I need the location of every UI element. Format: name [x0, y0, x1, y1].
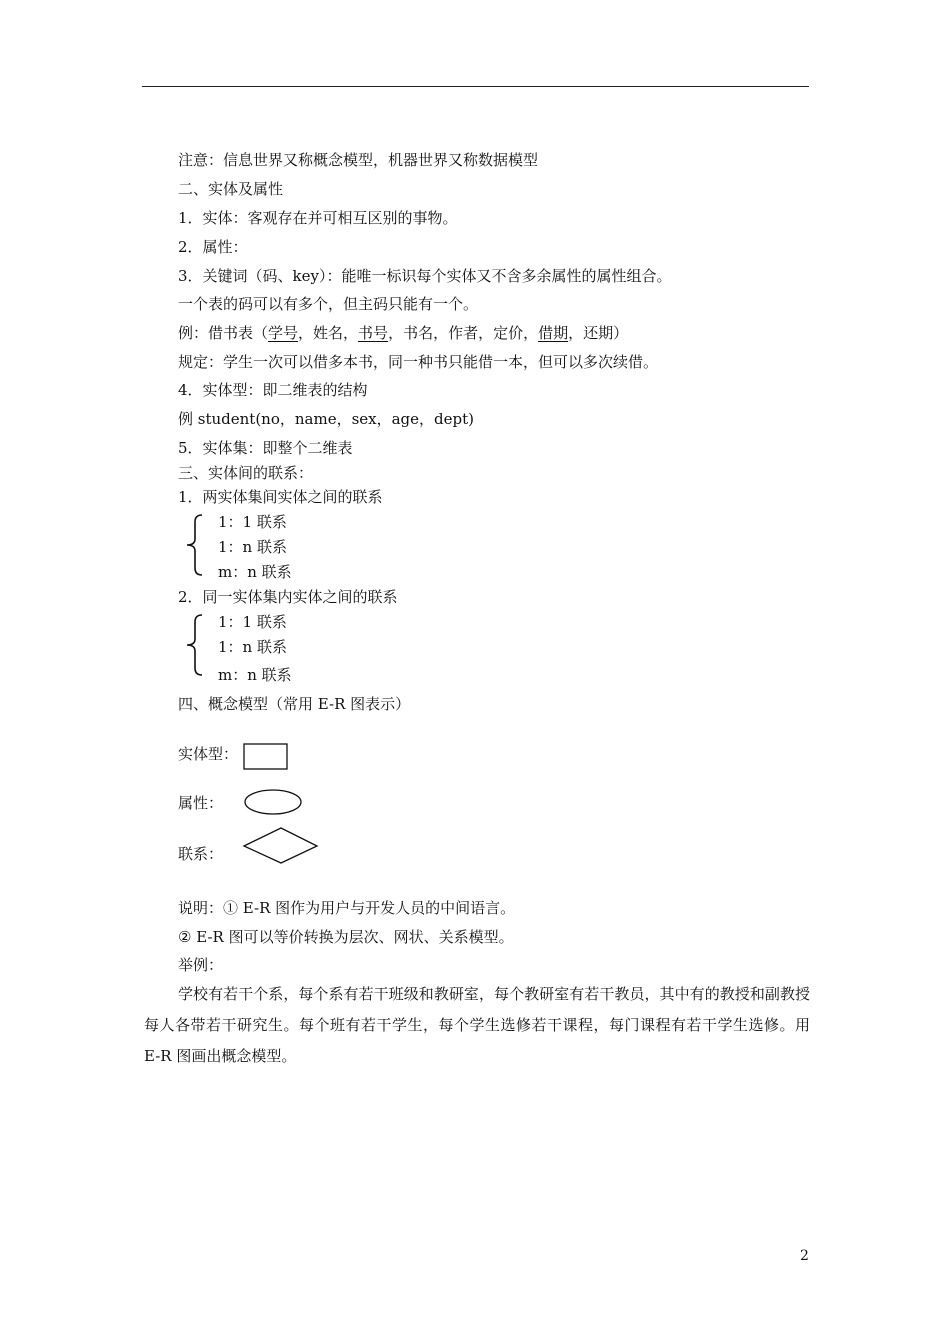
key-definition: 3．关键词（码、key）：能唯一标识每个实体又不含多余属性的属性组合。 — [178, 267, 672, 285]
example-borrow-table — [178, 323, 628, 343]
header-rule — [142, 86, 809, 87]
diamond-icon — [242, 826, 320, 866]
legend-entity-label: 实体型： — [178, 745, 239, 763]
relation-one-to-one: 1：1 联系 — [218, 513, 287, 531]
primary-key-field: 学号 — [268, 324, 299, 342]
key-note: 一个表的码可以有多个，但主码只能有一个。 — [178, 295, 479, 313]
entity-definition: 1．实体：客观存在并可相互区别的事物。 — [178, 209, 458, 227]
example-prefix: 例：借书表（ — [178, 324, 269, 342]
relation-between-sets: 1．两实体集间实体之间的联系 — [178, 488, 383, 506]
ellipse-icon — [243, 788, 303, 816]
relation-one-to-many: 1：n 联系 — [218, 538, 287, 556]
legend-attribute-label: 属性： — [178, 794, 224, 812]
rectangle-icon — [243, 743, 289, 771]
section-heading-entity-attribute: 二、实体及属性 — [178, 180, 284, 198]
relation-many-to-many: m：n 联系 — [218, 563, 292, 581]
entity-set-definition: 5．实体集：即整个二维表 — [178, 439, 353, 457]
section-heading-er-model: 四、概念模型（常用 E-R 图表示） — [178, 695, 411, 713]
entity-type-definition: 4．实体型：即二维表的结构 — [178, 381, 368, 399]
relation-one-to-one: 1：1 联系 — [218, 613, 287, 631]
example-segment: ，姓名， — [298, 324, 359, 342]
example-paragraph: 学校有若干个系，每个系有若干班级和教研室，每个教研室有若干教员，其中有的教授和副教授每人各带若干研究生。每个班有若干学生，每个学生选修若干课程，每门课程有若干学生选修。用 E-R 图画出概念模型。 — [144, 985, 810, 1065]
entity-type-example: 例 student(no，name，sex，age，dept) — [178, 410, 474, 428]
example-segment: ，书名，作者，定价， — [388, 324, 539, 342]
example-segment: ，还期） — [568, 324, 629, 342]
primary-key-field: 书号 — [358, 324, 389, 342]
left-brace-icon — [184, 514, 210, 576]
note-line: 注意：信息世界又称概念模型，机器世界又称数据模型 — [178, 151, 539, 169]
section-heading-relations: 三、实体间的联系： — [178, 464, 314, 482]
left-brace-icon — [184, 614, 210, 676]
relation-many-to-many: m：n 联系 — [218, 666, 292, 684]
relation-within-set: 2．同一实体集内实体之间的联系 — [178, 588, 398, 606]
legend-relationship-label: 联系： — [178, 845, 224, 863]
attribute-definition: 2．属性： — [178, 238, 248, 256]
primary-key-field: 借期 — [538, 324, 569, 342]
rule-line: 规定：学生一次可以借多本书，同一种书只能借一本，但可以多次续借。 — [178, 353, 659, 371]
relation-one-to-many: 1：n 联系 — [218, 638, 287, 656]
example-heading: 举例： — [178, 956, 224, 974]
page-number: 2 — [800, 1248, 809, 1264]
explanation-line-2: ② E-R 图可以等价转换为层次、网状、关系模型。 — [178, 928, 514, 946]
explanation-line-1: 说明：① E-R 图作为用户与开发人员的中间语言。 — [178, 899, 516, 917]
